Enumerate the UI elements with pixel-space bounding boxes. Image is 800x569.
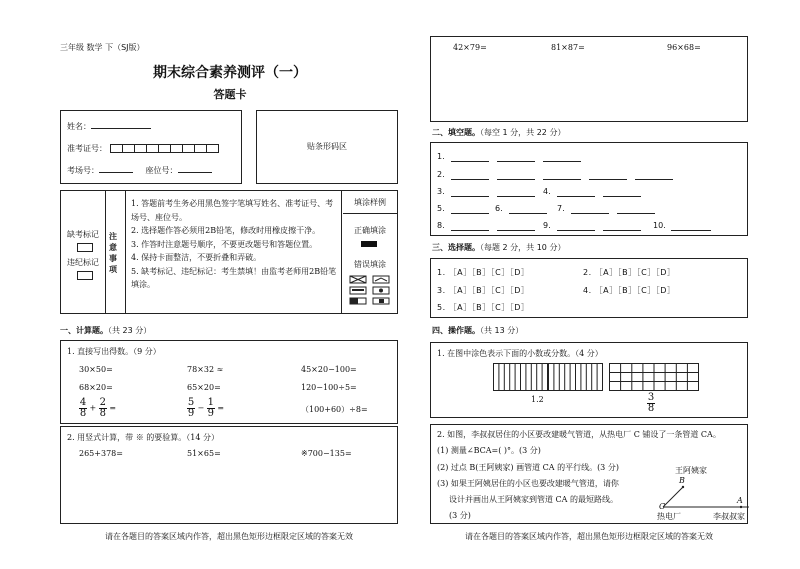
room-seat-row [67, 165, 212, 176]
footer-left: 请在各题目的答案区域内作答，超出黑色矩形边框限定区域的答案无效 [105, 532, 353, 541]
answer-blank[interactable] [451, 196, 489, 197]
blank-number: 3. [437, 187, 445, 196]
fraction-shading-grid[interactable] [609, 363, 699, 391]
seat-label: 座位号： [145, 166, 178, 175]
choice-row-5[interactable]: 5. ［A］［B］［C］［D］ [437, 303, 530, 312]
choice-row-2[interactable]: 2. ［A］［B］［C］［D］ [583, 268, 676, 277]
barcode-label: 贴条形码区 [307, 142, 347, 151]
operation-q1-box [430, 342, 748, 418]
calc-item: 120−100÷5= [301, 383, 357, 392]
wang-home-label: 王阿姨家 [675, 466, 707, 475]
operation-q2-intro: 2. 如图，李叔叔居住的小区要改建暖气管道，从热电厂 C 铺设了一条管道 CA。 [437, 430, 721, 439]
answer-blank[interactable] [497, 230, 535, 231]
violation-mark-box[interactable] [77, 271, 93, 280]
blank-number: 7. [557, 204, 565, 213]
name-label: 姓名： [67, 122, 91, 131]
answer-blank[interactable] [497, 196, 535, 197]
wrong-fill-samples [349, 275, 393, 305]
vertical-calc-item: 265+378= [79, 449, 123, 458]
answer-blank[interactable] [557, 230, 595, 231]
seat-field[interactable] [178, 172, 212, 173]
answer-blank[interactable] [571, 213, 609, 214]
footer-right: 请在各题目的答案区域内作答，超出黑色矩形边框限定区域的答案无效 [465, 532, 713, 541]
notice-list [131, 197, 337, 292]
calc-item: 30×50= [79, 365, 113, 374]
answer-blank[interactable] [635, 179, 673, 180]
answer-blank[interactable] [451, 179, 489, 180]
page-title: 期末综合素养测评（一） [153, 65, 307, 81]
violation-label: 违纪标记 [67, 258, 99, 267]
choice-row-3[interactable]: 3. ［A］［B］［C］［D］ [437, 286, 530, 295]
blank-number: 5. [437, 204, 445, 213]
notice-title: 注意事项 [109, 232, 117, 274]
answer-blank[interactable] [451, 161, 489, 162]
sample-title: 填涂样例 [343, 197, 397, 214]
operation-q2-box [430, 424, 748, 524]
room-label: 考场号： [67, 166, 99, 175]
name-field[interactable] [91, 128, 151, 129]
answer-blank[interactable] [509, 213, 547, 214]
grade-label: 三年级 数学 下（SJ版） [60, 43, 145, 52]
point-b [682, 486, 684, 488]
fill-blank-box [430, 142, 748, 236]
answer-blank[interactable] [451, 213, 489, 214]
section3-heading: 三、选择题。（每题 2 分，共 10 分） [432, 243, 566, 252]
vertical-calc-item: 81×87= [551, 43, 585, 52]
choice-box [430, 258, 748, 318]
notice-item: 3. 作答时注意题号顺序，不要更改题号和答题位置。 [131, 239, 318, 249]
answer-blank[interactable] [497, 179, 535, 180]
answer-blank[interactable] [603, 230, 641, 231]
calc-continued-box [430, 36, 748, 122]
blank-number: 1. [437, 152, 445, 161]
vertical-calc-item: 51×65= [187, 449, 221, 458]
notice-item: 1. 答题前考生务必用黑色签字笔填写姓名、准考证号、考场号、座位号。 [131, 199, 334, 222]
ticket-row [67, 143, 218, 154]
calc-item: 68×20= [79, 383, 113, 392]
operation-q2-part2: (2) 过点 B(王阿姨家) 画管道 CA 的平行线。(3 分) [437, 463, 619, 472]
calc-q2-box [60, 426, 398, 524]
answer-blank[interactable] [497, 161, 535, 162]
operation-q1-label: 1. 在图中涂色表示下面的小数或分数。（4 分） [437, 349, 603, 358]
absent-label: 缺考标记 [67, 230, 99, 239]
answer-blank[interactable] [557, 196, 595, 197]
blank-number: 2. [437, 170, 445, 179]
point-c-label: C [659, 502, 666, 511]
calc-q2-label: 2. 用竖式计算，带 ※ 的要验算。（14 分） [67, 433, 219, 442]
calc-item: 65×20= [187, 383, 221, 392]
fraction-label: $\frac{3}{8}$ [647, 392, 655, 414]
barcode-area [256, 110, 398, 184]
notice-item: 5. 缺考标记、违纪标记：考生禁填！由监考老师用2B铅笔填涂。 [131, 266, 337, 289]
calc-q1-label: 1. 直接写出得数。（9 分） [67, 347, 161, 356]
notice-item: 2. 选择题作答必须用2B铅笔，修改时用橡皮擦干净。 [131, 226, 321, 235]
calc-item: 45×20−100= [301, 365, 357, 374]
absent-mark-box[interactable] [77, 243, 93, 252]
vertical-calc-item: ※700−135= [301, 449, 352, 458]
calc-item: 78×32 ≈ [187, 365, 224, 374]
operation-q2-points: (3 分) [449, 511, 471, 520]
name-row [67, 121, 151, 132]
correct-label: 正确填涂 [354, 226, 386, 235]
answer-blank[interactable] [671, 230, 711, 231]
section4-heading: 四、操作题。（共 13 分） [432, 326, 524, 335]
info-box [60, 110, 242, 184]
answer-blank[interactable] [451, 230, 489, 231]
calc-q1-box [60, 340, 398, 424]
blank-number: 6. [495, 204, 503, 213]
power-plant-label: 热电厂 [657, 512, 681, 521]
answer-blank[interactable] [617, 213, 655, 214]
ticket-boxes[interactable] [110, 144, 218, 153]
answer-blank[interactable] [589, 179, 627, 180]
notice-item: 4. 保持卡面整洁，不要折叠和弄破。 [131, 253, 262, 262]
decimal-shading-grid[interactable] [493, 363, 603, 391]
point-a-label: A [737, 496, 743, 505]
vertical-calc-item: 96×68= [667, 43, 701, 52]
blank-number: 8. [437, 221, 445, 230]
answer-blank[interactable] [603, 196, 641, 197]
choice-row-1[interactable]: 1. ［A］［B］［C］［D］ [437, 268, 530, 277]
blank-number: 10. [653, 221, 666, 230]
point-b-label: B [679, 476, 685, 485]
blank-number: 9. [543, 221, 551, 230]
correct-fill-sample [361, 241, 377, 247]
vertical-calc-item: 42×79= [453, 43, 487, 52]
calc-fraction-sub: $\frac{5}{9}$ − $\frac{1}{9}$ = [187, 397, 225, 419]
calc-fraction-add: $\frac{4}{8}$ + $\frac{2}{8}$ = [79, 397, 117, 419]
room-field[interactable] [99, 172, 133, 173]
ticket-label: 准考证号： [67, 144, 107, 153]
li-home-label: 李叔叔家 [713, 512, 745, 521]
ray-cb [663, 487, 683, 507]
blank-number: 4. [543, 187, 551, 196]
calc-item: （100+60）÷8= [301, 405, 368, 414]
operation-q2-part1: (1) 测量∠BCA=( )°。(3 分) [437, 446, 541, 455]
section1-heading: 一、计算题。（共 23 分） [60, 326, 152, 335]
decimal-label: 1.2 [531, 395, 544, 404]
answer-blank[interactable] [543, 161, 581, 162]
answer-blank[interactable] [543, 179, 581, 180]
answer-card-title: 答题卡 [213, 88, 247, 101]
section2-heading: 二、填空题。（每空 1 分，共 22 分） [432, 128, 566, 137]
point-a [740, 506, 742, 508]
wrong-label: 错误填涂 [354, 260, 386, 269]
choice-row-4[interactable]: 4. ［A］［B］［C］［D］ [583, 286, 676, 295]
operation-q2-part3-cont: 设计并画出从王阿姨家到管道 CA 的最短路线。 [449, 495, 618, 504]
operation-q2-part3: (3) 如果王阿姨居住的小区也要改建暖气管道，请你 [437, 479, 619, 488]
notice-box [60, 190, 398, 314]
